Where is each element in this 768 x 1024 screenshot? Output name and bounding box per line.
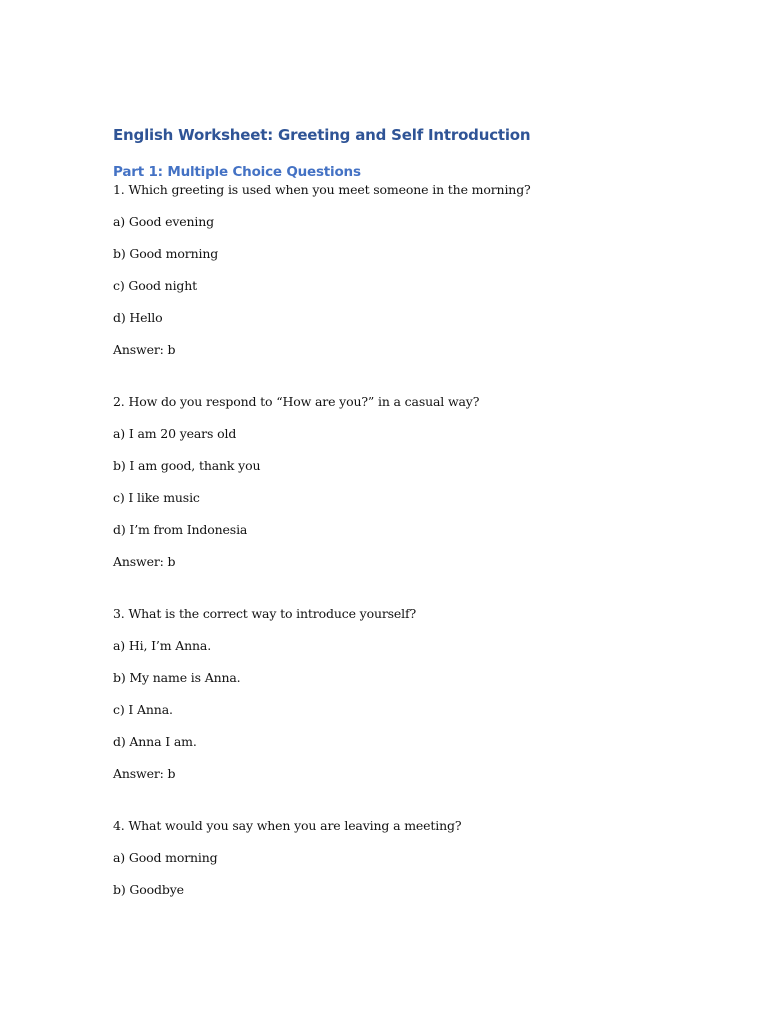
answer-option: a) I am 20 years old	[113, 426, 237, 441]
question-4	[113, 818, 673, 914]
answer-option: b) Good morning	[113, 246, 219, 261]
answer-option: a) Good evening	[113, 214, 215, 229]
answer-option: d) I’m from Indonesia	[113, 522, 248, 537]
answer-option: b) My name is Anna.	[113, 670, 241, 685]
answer-option: c) I like music	[113, 490, 200, 505]
question-text: 2. How do you respond to “How are you?” in a casual way?	[113, 394, 480, 409]
question-1	[113, 182, 673, 374]
question-text: 3. What is the correct way to introduce yourself?	[113, 606, 417, 621]
answer-option: d) Hello	[113, 310, 163, 325]
question-2	[113, 394, 673, 586]
document-title: English Worksheet: Greeting and Self Introduction	[113, 126, 531, 144]
answer-option: a) Hi, I’m Anna.	[113, 638, 212, 653]
question-text: 1. Which greeting is used when you meet someone in the morning?	[113, 182, 531, 197]
answer-option: b) Goodbye	[113, 882, 184, 897]
answer-option: d) Anna I am.	[113, 734, 197, 749]
question-text: 4. What would you say when you are leaving a meeting?	[113, 818, 462, 833]
answer-key: Answer: b	[113, 554, 176, 569]
document-body	[113, 124, 673, 914]
answer-option: c) Good night	[113, 278, 198, 293]
answer-option: a) Good morning	[113, 850, 218, 865]
answer-option: c) I Anna.	[113, 702, 173, 717]
answer-key: Answer: b	[113, 342, 176, 357]
answer-option: b) I am good, thank you	[113, 458, 261, 473]
question-3	[113, 606, 673, 798]
answer-key: Answer: b	[113, 766, 176, 781]
section-heading: Part 1: Multiple Choice Questions	[113, 164, 361, 180]
